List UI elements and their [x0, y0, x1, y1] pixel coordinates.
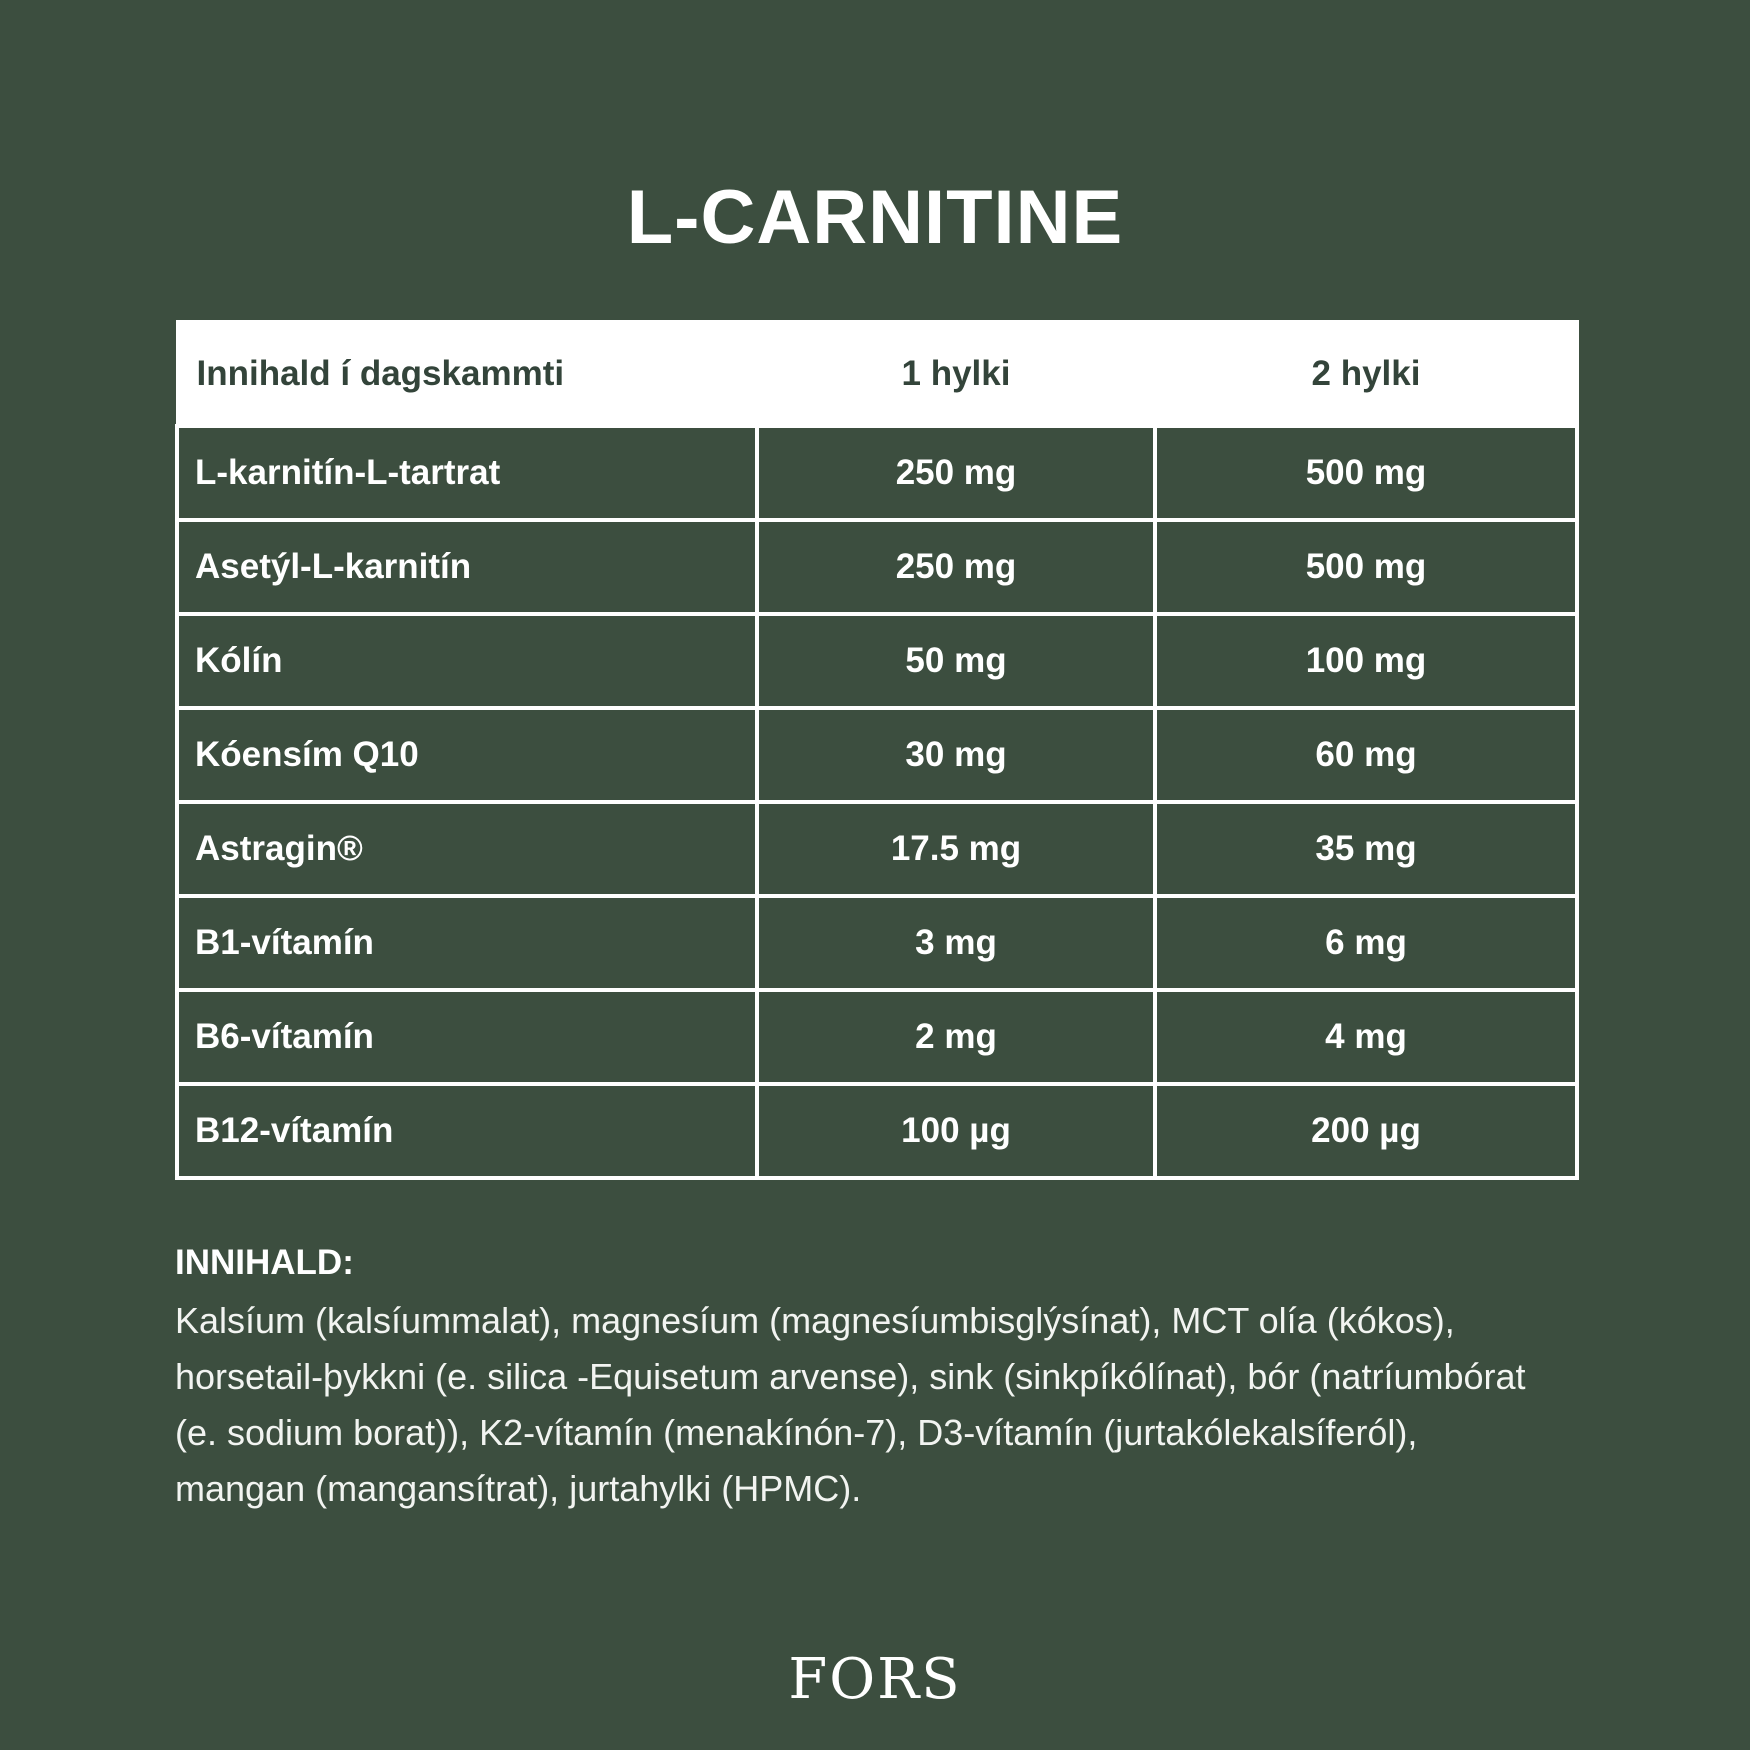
row-one-capsule: 17.5 mg: [757, 802, 1155, 896]
row-name: Asetýl-L-karnitín: [177, 520, 757, 614]
header-two-capsules: 2 hylki: [1155, 322, 1577, 427]
row-name: Kóensím Q10: [177, 708, 757, 802]
table-row: [177, 614, 1577, 708]
brand-logo: FORS: [788, 1647, 962, 1712]
row-one-capsule: 30 mg: [757, 708, 1155, 802]
row-two-capsules: 100 mg: [1155, 614, 1577, 708]
table-row: [177, 1084, 1577, 1178]
ingredients-heading: INNIHALD:: [175, 1243, 354, 1282]
table-row: [177, 896, 1577, 990]
table-header-row: [177, 322, 1577, 427]
table-row: [177, 990, 1577, 1084]
row-name: B6-vítamín: [177, 990, 757, 1084]
row-two-capsules: 500 mg: [1155, 426, 1577, 520]
table-row: [177, 520, 1577, 614]
row-one-capsule: 2 mg: [757, 990, 1155, 1084]
page-title: L-CARNITINE: [626, 175, 1124, 260]
nutrition-table: [175, 320, 1579, 1180]
row-one-capsule: 3 mg: [757, 896, 1155, 990]
row-two-capsules: 35 mg: [1155, 802, 1577, 896]
row-name: B1-vítamín: [177, 896, 757, 990]
header-one-capsule: 1 hylki: [757, 322, 1155, 427]
ingredients-text: Kalsíum (kalsíummalat), magnesíum (magnesíumbisglýsínat), MCT olía (kókos), horsetail-þykkni (e. silica -Equisetum arvense), sink (sinkpíkólínat), bór (natríumbórat (e. sodium borat)), K2-vítamín (menakínón-7), D3-vítamín (jurtakólekalsíferól), mangan (mangansítrat), jurtahylki (HPMC).: [175, 1300, 1526, 1509]
row-one-capsule: 250 mg: [757, 520, 1155, 614]
row-two-capsules: 60 mg: [1155, 708, 1577, 802]
table-row: [177, 426, 1577, 520]
row-two-capsules: 4 mg: [1155, 990, 1577, 1084]
table-row: [177, 708, 1577, 802]
row-one-capsule: 100 µg: [757, 1084, 1155, 1178]
row-one-capsule: 50 mg: [757, 614, 1155, 708]
row-name: Kólín: [177, 614, 757, 708]
header-ingredient: Innihald í dagskammti: [177, 322, 757, 427]
table-row: [177, 802, 1577, 896]
row-name: B12-vítamín: [177, 1084, 757, 1178]
row-name: L-karnitín-L-tartrat: [177, 426, 757, 520]
row-one-capsule: 250 mg: [757, 426, 1155, 520]
row-two-capsules: 500 mg: [1155, 520, 1577, 614]
row-two-capsules: 6 mg: [1155, 896, 1577, 990]
row-name: Astragin®: [177, 802, 757, 896]
row-two-capsules: 200 µg: [1155, 1084, 1577, 1178]
